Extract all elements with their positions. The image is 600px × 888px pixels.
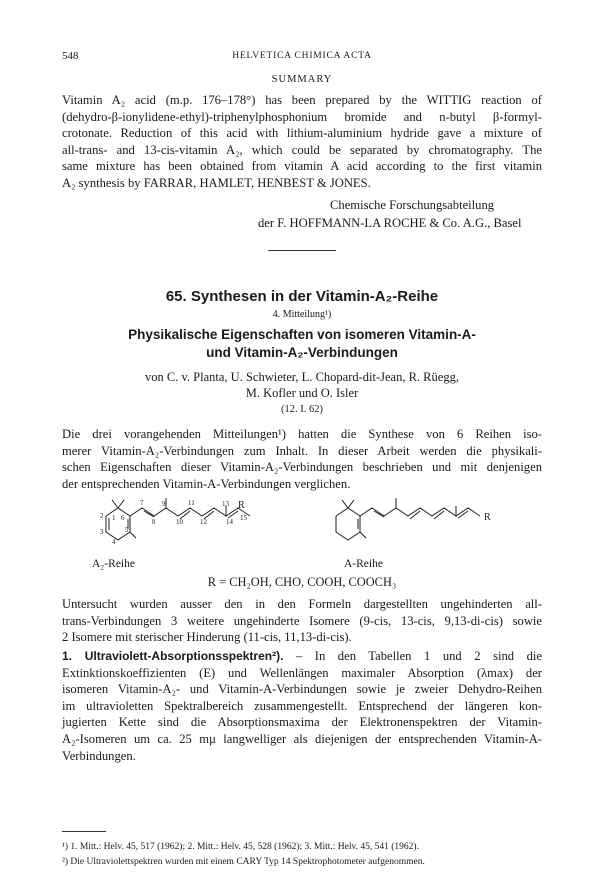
journal-title: HELVETICA CHIMICA ACTA xyxy=(232,51,372,61)
section-1-paragraph xyxy=(62,648,542,764)
body-paragraph-1 xyxy=(62,596,542,646)
section-line: Extinktionskoeffizienten (E) und Wellenlängen maximaler Absorption (λmax) der xyxy=(62,665,542,680)
summary-line: same mixture has been obtained from vitamin A acid according to the first vitamin xyxy=(62,159,542,174)
atom-number: 4 xyxy=(112,538,116,546)
article-title: 65. Synthesen in der Vitamin-A₂-Reihe xyxy=(165,288,439,305)
section-line: Verbindungen. xyxy=(62,748,136,763)
intro-paragraph xyxy=(62,426,542,492)
atom-number: 10 xyxy=(176,518,183,526)
footnote-divider xyxy=(62,831,106,832)
atom-number: 5 xyxy=(125,526,129,534)
r-definition: R = CH₂OH, CHO, COOH, COOCH₃ xyxy=(207,575,397,589)
a-series-label: A-Reihe xyxy=(344,558,383,570)
summary-line: all-trans- and 13-cis-vitamin A₂, which could be separated by chromatography. The xyxy=(62,142,542,157)
atom-number: 8 xyxy=(152,518,156,526)
a2-series-label: A₂-Reihe xyxy=(92,558,135,570)
section-divider xyxy=(268,250,336,251)
body-line: 2 Isomere mit sterischer Hinderung (11-cis, 11,13-di-cis). xyxy=(62,630,352,645)
summary-line: A₂ synthesis by FARRAR, HAMLET, HENBEST & JONES. xyxy=(62,175,371,190)
atom-number: 3 xyxy=(100,528,104,536)
a-structure xyxy=(336,498,480,540)
atom-number: 14 xyxy=(226,518,233,526)
summary-paragraph xyxy=(62,92,542,192)
atom-number: 1 xyxy=(112,514,116,522)
summary-line: Vitamin A₂ acid (m.p. 176–178°) has been prepared by the WITTIG reaction of xyxy=(62,93,542,107)
atom-numbers xyxy=(100,499,248,546)
section-line: – In den Tabellen 1 und 2 sind die xyxy=(283,649,542,663)
affiliation-line-2: der F. HOFFMANN-LA ROCHE & Co. A.G., Basel xyxy=(258,216,522,230)
atom-number: 2 xyxy=(100,512,104,520)
atom-number: 11 xyxy=(188,499,195,507)
summary-line: (dehydro-β-ionylidene-ethyl)-triphenylphosphonium bromide and n-butyl β-formyl- xyxy=(62,109,542,124)
affiliation-line-1: Chemische Forschungsabteilung xyxy=(330,198,495,212)
atom-number: 7 xyxy=(140,499,144,507)
authors-line-2: M. Kofler und O. Isler xyxy=(245,386,359,400)
intro-line: Die drei vorangehenden Mitteilungen¹) hatten die Synthese von 6 Reihen iso- xyxy=(62,427,542,441)
r-group-label: R xyxy=(238,500,245,511)
summary-heading: SUMMARY xyxy=(271,74,333,85)
section-line: jugierten Kette sind die Absorptionsmaxima der Elektronenspektren der Vitamin- xyxy=(62,715,542,730)
section-line: isomeren Vitamin-A₂- und Vitamin-A-Verbindungen sowie je zweier Dehydro-Reihen xyxy=(62,682,542,697)
article-subtitle-2: und Vitamin-A₂-Verbindungen xyxy=(206,345,398,360)
mitteilung-label: 4. Mitteilung¹) xyxy=(272,309,332,320)
body-line: Untersucht wurden ausser den in den Formeln dargestellten ungehinderten all- xyxy=(62,597,542,611)
authors-line-1: von C. v. Planta, U. Schwieter, L. Chopard-dit-Jean, R. Rüegg, xyxy=(145,370,459,384)
section-line: A₂-Isomeren um ca. 25 mμ langwelliger als diejenigen der entsprechenden Vitamin-A- xyxy=(62,731,542,746)
footnote-1: ¹) 1. Mitt.: Helv. 45, 517 (1962); 2. Mitt.: Helv. 45, 528 (1962); 3. Mitt.: Helv. 45, 541 (1962). xyxy=(62,842,419,852)
atom-number: 13 xyxy=(222,500,229,508)
running-header xyxy=(62,50,542,64)
article-subtitle-1: Physikalische Eigenschaften von isomeren Vitamin-A- xyxy=(128,327,476,342)
vitamin-structure-figure xyxy=(62,494,542,566)
atom-number: 6 xyxy=(121,514,125,522)
atom-number: 12 xyxy=(200,518,207,526)
r-group-label: R xyxy=(484,512,491,523)
intro-line: schen Eigenschaften dieser Vitamin-A₂-Verbindungen beschrieben und mit denjenigen xyxy=(62,460,542,475)
article-date: (12. I. 62) xyxy=(281,404,323,415)
atom-number: 15 xyxy=(240,514,247,522)
section-1-heading: 1. Ultraviolett-Absorptionsspektren²). xyxy=(62,649,284,663)
footnote-2: ²) Die Ultraviolettspektren wurden mit einem CARY Typ 14 Spektrophotometer aufgenommen. xyxy=(62,857,425,867)
section-line: im ultravioletten Spektralbereich zusammengestellt. Entsprechend der längeren kon- xyxy=(62,698,542,713)
intro-line: merer Vitamin-A₂-Verbindungen zum Inhalt. In dieser Arbeit werden die physikali- xyxy=(62,443,542,458)
intro-line: der entsprechenden Vitamin-A-Verbindungen verglichen. xyxy=(62,476,351,491)
body-line: trans-Verbindungen 3 weitere ungehinderte Isomere (9-cis, 13-cis, 9,13-di-cis) sowie xyxy=(62,613,542,628)
page-number: 548 xyxy=(62,50,79,62)
atom-number: 9 xyxy=(162,500,166,508)
summary-line: crotonate. Reduction of this acid with lithium-aluminium hydride gave a mixture of xyxy=(62,126,542,141)
